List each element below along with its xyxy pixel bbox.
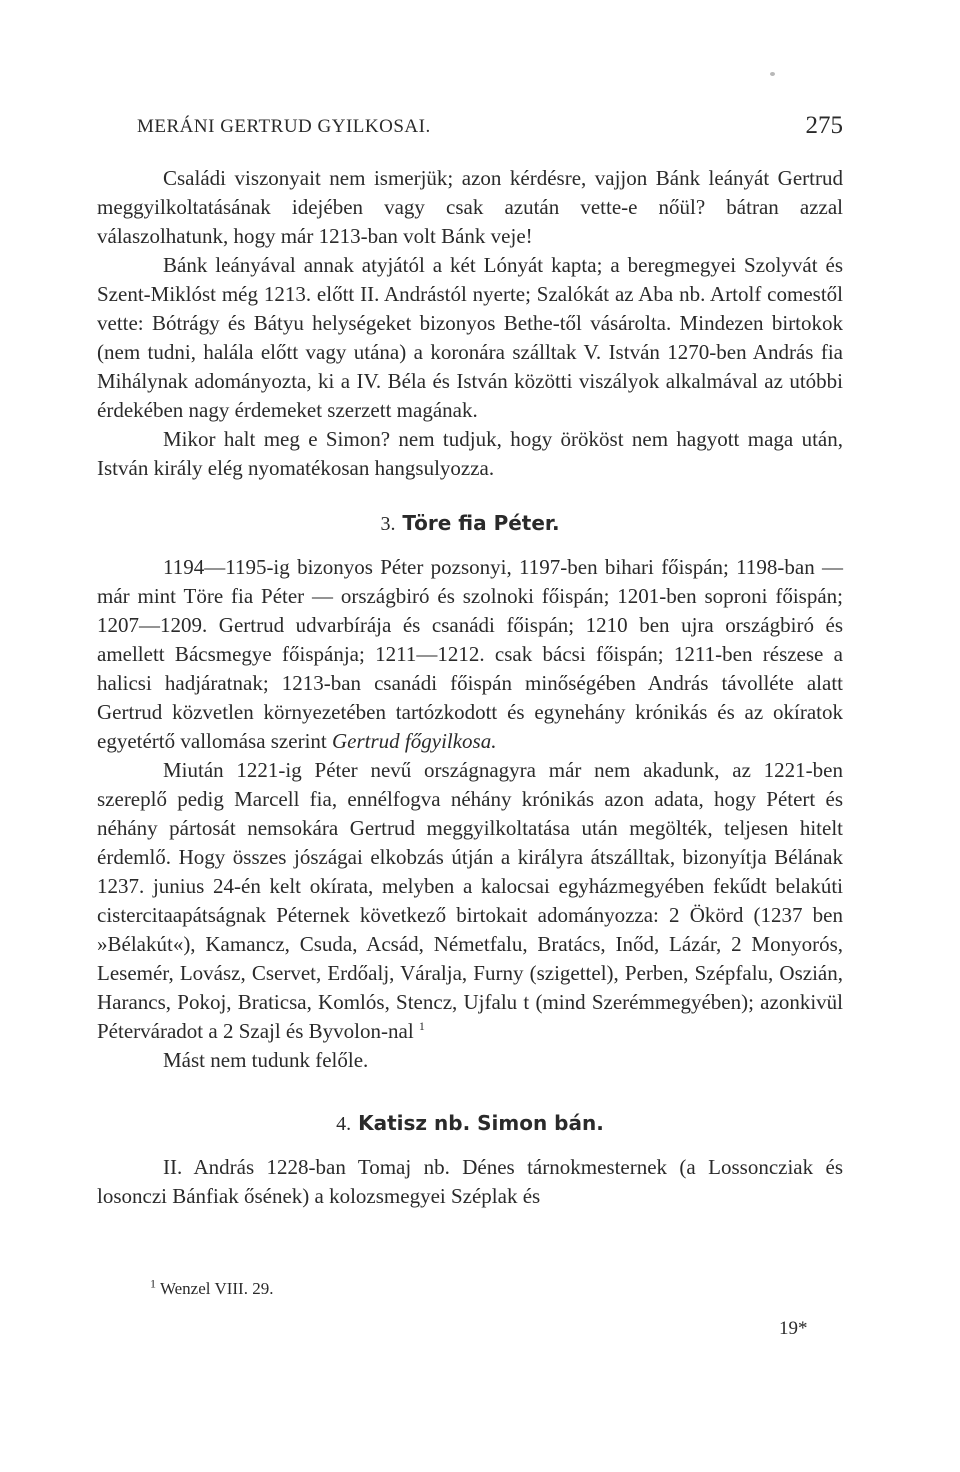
section-number: 3.	[380, 513, 396, 535]
paragraph-4	[97, 553, 843, 756]
section-heading-4	[97, 1109, 843, 1145]
signature-mark: 19*	[779, 1318, 808, 1339]
section-heading-3	[97, 509, 843, 545]
paragraph-5	[97, 756, 843, 1046]
running-head	[137, 112, 843, 142]
paragraph-5-text: Miután 1221-ig Péter nevű országnagyra már nem akadunk, az 1221-ben szereplő pedig Marcell fia, ennélfogva néhány krónikás azon adata, hogy Pétert és néhány pártosát nemsokára Gertrud meggyilkoltatása után megölték, teljesen hitelt érdemlő. Hogy összes jószágai elkobzás útján a királyra átszálltak, bizonyítja Bélának 1237. junius 24-én kelt okírata, melyben a kalocsai egyházmegyében fekűdt belakúti cistercitaapátságnak Péternek következő birtokait adományozza: 2 Ökörd (1237 ben »Bélakút«), Kamancz, Csuda, Acsád, Németfalu, Bratács, Inőd, Lázár, 2 Monyorós, Lesemér, Lovász, Cservet, Erdőalj, Váralja, Furny (szigettel), Perben, Szépfalu, Oszián, Harancs, Pokoj, Braticsa, Komlós, Stencz, Ujfalu t (mind Szerémmegyében); azonkivül Péterváradot a 2 Szajl és Byvolon-nal	[97, 758, 843, 1043]
footnote-text: Wenzel VIII. 29.	[159, 1279, 274, 1298]
running-title: MERÁNI GERTRUD GYILKOSAI.	[137, 116, 431, 137]
footnote-reference: 1	[418, 1019, 425, 1033]
paper-speck	[770, 72, 775, 76]
section-title: Töre fia Péter.	[402, 511, 560, 535]
main-text	[97, 164, 843, 1211]
paragraph-1: Családi viszonyait nem ismerjük; azon kérdésre, vajjon Bánk leányát Gertrud meggyilkoltatásának idejében vagy csak azután vette-e nőül? bátran azzal válaszolhatunk, hogy már 1213-ban volt Bánk veje!	[97, 166, 843, 248]
paragraph-6: Mást nem tudunk felőle.	[163, 1048, 369, 1072]
italic-phrase: Gertrud főgyilkosa.	[332, 729, 497, 753]
paragraph-3: Mikor halt meg e Simon? nem tudjuk, hogy örököst nem hagyott maga után, István király elég nyomatékosan hangsulyozza.	[97, 427, 843, 480]
footnote	[150, 1276, 274, 1299]
footnote-mark: 1	[150, 1276, 156, 1291]
section-title: Katisz nb. Simon bán.	[358, 1111, 604, 1135]
paragraph-4-text: 1194—1195-ig bizonyos Péter pozsonyi, 1197-ben bihari főispán; 1198-ban — már mint Töre fia Péter — országbiró és szolnoki főispán; 1201-ben soproni főispán; 1207—1209. Gertrud udvarbírája és csanádi főispán; 1210 ben ujra országbiró és amellett Bácsmegye főispánja; 1211—1212. csak bácsi főispán; 1211-ben részese a halicsi hadjáratnak; 1213-ban csanádi főispán minőségében András távolléte alatt Gertrud közvetlen környezetében tartózkodott és egynehány krónikás és az okíratok egyetértő vallomása szerint	[97, 555, 843, 753]
page-number: 275	[805, 112, 843, 139]
paragraph-7: II. András 1228-ban Tomaj nb. Dénes tárnokmesternek (a Lossoncziak és losonczi Bánfiak ősének) a kolozsmegyei Széplak és	[97, 1155, 843, 1208]
section-number: 4.	[336, 1113, 352, 1135]
paragraph-2: Bánk leányával annak atyjától a két Lónyát kapta; a beregmegyei Szolyvát és Szent-Miklóst még 1213. előtt II. Andrástól nyerte; Szalókát az Aba nb. Artolf comestől vette: Bótrágy és Bátyu helységeket bizonyos Bethe-től vásárolta. Mindezen birtokok (nem tudni, halála előtt vagy utána) a koronára szálltak V. István 1270-ben András fia Mihálynak adományozta, ki a IV. Béla és István közötti viszályok alkalmával az utóbbi érdekében nagy érdemeket szerzett magának.	[97, 253, 843, 422]
